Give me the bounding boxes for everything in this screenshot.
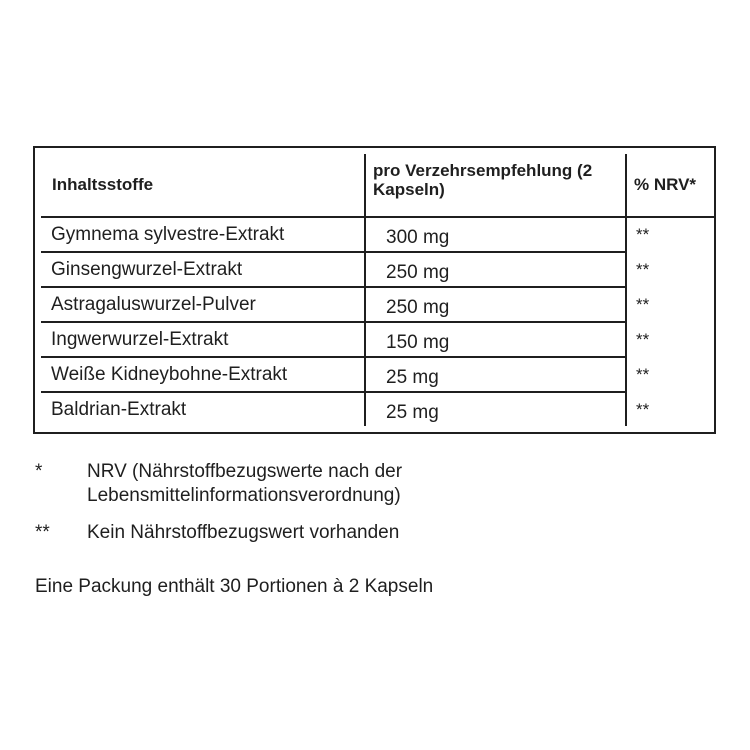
table-row (41, 287, 715, 322)
ingredient-name: Gymnema sylvestre-Extrakt (51, 224, 285, 245)
package-note: Eine Packung enthält 30 Portionen à 2 Kapseln (35, 576, 434, 597)
table-row (41, 217, 715, 252)
nutrition-table (33, 146, 716, 434)
ingredient-nrv: ** (636, 400, 650, 419)
ingredient-name: Weiße Kidneybohne-Extrakt (51, 364, 288, 385)
table-row (41, 357, 715, 392)
header-amount: pro Verzehrsempfehlung (2 Kapseln) (373, 161, 593, 199)
footnote-text: NRV (Nährstoffbezugswerte nach der Lebensmittelinformationsverordnung) (87, 461, 403, 506)
footnote-no-reference (35, 521, 715, 547)
ingredient-name: Baldrian-Extrakt (51, 399, 187, 420)
ingredient-amount: 25 mg (386, 402, 439, 423)
ingredient-amount: 250 mg (386, 262, 450, 283)
ingredient-nrv: ** (636, 295, 650, 314)
ingredient-nrv: ** (636, 225, 650, 244)
table-row (41, 322, 715, 357)
ingredient-nrv: ** (636, 260, 650, 279)
header-ingredient: Inhaltsstoffe (52, 175, 154, 194)
ingredient-amount: 300 mg (386, 227, 450, 248)
ingredient-name: Astragaluswurzel-Pulver (51, 294, 256, 315)
ingredient-name: Ingwerwurzel-Extrakt (51, 329, 229, 350)
table-row (41, 252, 715, 287)
footnote-text: Kein Nährstoffbezugswert vorhanden (87, 522, 400, 543)
ingredient-amount: 250 mg (386, 297, 450, 318)
ingredient-nrv: ** (636, 365, 650, 384)
table-grid (41, 154, 715, 426)
footnote-marker: * (35, 461, 43, 482)
footnote-marker: ** (35, 522, 50, 543)
ingredient-amount: 150 mg (386, 332, 450, 353)
ingredient-amount: 25 mg (386, 367, 439, 388)
footnote-nrv (35, 460, 715, 510)
header-nrv: % NRV* (634, 175, 697, 194)
table-header-row (41, 154, 715, 216)
ingredient-nrv: ** (636, 330, 650, 349)
table-row (41, 392, 715, 427)
ingredient-name: Ginsengwurzel-Extrakt (51, 259, 243, 280)
